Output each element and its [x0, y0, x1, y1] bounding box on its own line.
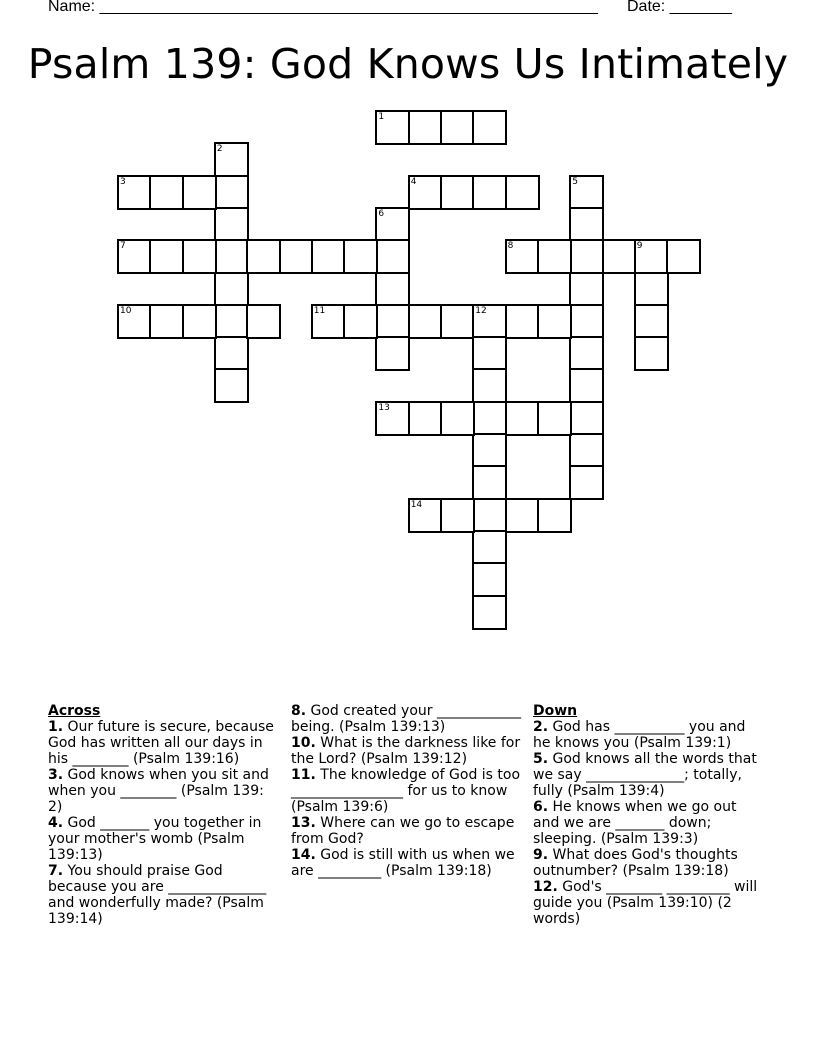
crossword-cell[interactable]	[117, 304, 152, 339]
clue-number: 13	[378, 402, 390, 413]
across-clue	[48, 719, 278, 767]
crossword-cell[interactable]	[214, 304, 249, 339]
down-clue	[533, 719, 763, 751]
crossword-cell[interactable]	[505, 239, 540, 274]
crossword-cell[interactable]	[182, 239, 217, 274]
clue-text: God's ________ _________ will guide you (Psalm 139:10) (2 words)	[533, 879, 758, 927]
crossword-cell[interactable]	[569, 368, 604, 403]
clue-number-label: 7.	[48, 863, 64, 879]
clue-text: The knowledge of God is too ________________ for us to know (Psalm 139:6)	[291, 767, 521, 815]
crossword-cell[interactable]	[246, 239, 281, 274]
crossword-cell[interactable]	[375, 239, 410, 274]
crossword-cell[interactable]	[375, 401, 410, 436]
crossword-cell[interactable]	[537, 304, 572, 339]
crossword-cell[interactable]	[569, 272, 604, 307]
crossword-cell[interactable]	[117, 175, 152, 210]
crossword-cell[interactable]	[408, 401, 443, 436]
crossword-cell[interactable]	[440, 498, 475, 533]
across-clues-column-1	[48, 703, 278, 927]
crossword-cell[interactable]	[182, 304, 217, 339]
crossword-cell[interactable]	[149, 304, 184, 339]
down-clue	[533, 879, 763, 927]
crossword-cell[interactable]	[117, 239, 152, 274]
crossword-cell[interactable]	[569, 207, 604, 242]
clue-number-label: 3.	[48, 767, 64, 783]
down-clue	[533, 847, 763, 879]
down-clues-column	[533, 703, 763, 927]
crossword-cell[interactable]	[602, 239, 637, 274]
crossword-cell[interactable]	[440, 110, 475, 145]
clue-number: 3	[120, 176, 126, 187]
crossword-cell[interactable]	[214, 142, 249, 177]
crossword-cell[interactable]	[214, 336, 249, 371]
clue-number: 14	[410, 499, 423, 510]
clue-number-label: 10.	[291, 735, 316, 751]
date-field-label: Date: _______	[627, 0, 732, 15]
crossword-cell[interactable]	[472, 530, 507, 565]
clue-number: 5	[572, 176, 578, 187]
clue-text: God knows when you sit and when you ________ (Psalm 139: 2)	[48, 767, 269, 815]
clue-number-label: 11.	[291, 767, 316, 783]
crossword-cell[interactable]	[375, 304, 410, 339]
clue-number: 8	[507, 241, 514, 252]
across-clue	[48, 815, 278, 863]
crossword-cell[interactable]	[214, 207, 249, 242]
clue-number: 12	[475, 305, 487, 316]
across-clue	[291, 767, 521, 815]
crossword-cell[interactable]	[472, 304, 507, 339]
clue-text: God knows all the words that we say ______________; totally, fully (Psalm 139:4)	[533, 751, 757, 799]
crossword-cell[interactable]	[634, 239, 669, 274]
crossword-cell[interactable]	[472, 433, 507, 468]
crossword-cell[interactable]	[505, 498, 540, 533]
clue-number: 1	[378, 112, 385, 122]
crossword-cell[interactable]	[537, 239, 572, 274]
across-clue	[48, 767, 278, 815]
clue-number: 2	[216, 144, 223, 155]
clue-text: He knows when we go out and we are _______ down; sleeping. (Psalm 139:3)	[533, 799, 737, 847]
crossword-cell[interactable]	[537, 401, 572, 436]
crossword-cell[interactable]	[634, 272, 669, 307]
clue-number: 6	[378, 208, 385, 219]
crossword-cell[interactable]	[666, 239, 701, 274]
clue-text: What does God's thoughts outnumber? (Psalm 139:18)	[533, 847, 738, 879]
across-clues-column-2	[291, 703, 521, 879]
clue-text: God created your ____________ being. (Psalm 139:13)	[291, 703, 521, 735]
crossword-cell[interactable]	[343, 304, 378, 339]
crossword-cell[interactable]	[472, 336, 507, 371]
clue-number: 11	[313, 305, 326, 316]
across-clue	[291, 735, 521, 767]
crossword-cell[interactable]	[472, 401, 507, 436]
crossword-cell[interactable]	[375, 207, 410, 242]
crossword-cell[interactable]	[408, 175, 443, 210]
crossword-cell[interactable]	[214, 368, 249, 403]
crossword-cell[interactable]	[343, 239, 378, 274]
clue-number-label: 13.	[291, 815, 316, 831]
crossword-cell[interactable]	[214, 175, 249, 210]
clue-number-label: 1.	[48, 719, 64, 735]
down-heading: Down	[533, 703, 578, 719]
clue-number-label: 2.	[533, 719, 549, 735]
crossword-cell[interactable]	[505, 304, 540, 339]
crossword-cell[interactable]	[537, 498, 572, 533]
crossword-cell[interactable]	[505, 175, 540, 210]
crossword-cell[interactable]	[569, 336, 604, 371]
crossword-cell[interactable]	[440, 401, 475, 436]
crossword-cell[interactable]	[472, 595, 507, 630]
clue-text: God has __________ you and he knows you (Psalm 139:1)	[533, 719, 746, 751]
clue-number-label: 8.	[291, 703, 307, 719]
crossword-cell[interactable]	[246, 304, 281, 339]
name-field-label: Name: ________________________________________________________	[48, 0, 598, 15]
across-clue	[48, 863, 278, 927]
crossword-cell[interactable]	[634, 304, 669, 339]
clue-text: Where can we go to escape from God?	[291, 815, 515, 847]
crossword-cell[interactable]	[375, 336, 410, 371]
crossword-cell[interactable]	[472, 110, 507, 145]
crossword-cell[interactable]	[505, 401, 540, 436]
crossword-cell[interactable]	[569, 304, 604, 339]
clue-text: What is the darkness like for the Lord? (Psalm 139:12)	[291, 735, 521, 767]
crossword-cell[interactable]	[472, 562, 507, 597]
crossword-cell[interactable]	[472, 175, 507, 210]
clue-text: God _______ you together in your mother's womb (Psalm 139:13)	[48, 815, 262, 863]
crossword-cell[interactable]	[214, 272, 249, 307]
crossword-cell[interactable]	[311, 239, 346, 274]
crossword-cell[interactable]	[375, 110, 410, 145]
clue-number-label: 12.	[533, 879, 558, 895]
across-heading: Across	[48, 703, 101, 719]
crossword-cell[interactable]	[214, 239, 249, 274]
crossword-cell[interactable]	[182, 175, 217, 210]
crossword-cell[interactable]	[279, 239, 314, 274]
crossword-cell[interactable]	[472, 368, 507, 403]
clue-number-label: 5.	[533, 751, 549, 767]
crossword-cell[interactable]	[440, 175, 475, 210]
clue-number: 10	[120, 305, 132, 316]
crossword-cell[interactable]	[569, 401, 604, 436]
clue-number: 9	[636, 241, 643, 252]
clue-text: Our future is secure, because God has written all our days in his ________ (Psalm 139:16)	[48, 719, 274, 767]
across-clue	[291, 703, 521, 735]
clue-number-label: 6.	[533, 799, 549, 815]
crossword-cell[interactable]	[569, 175, 604, 210]
crossword-cell[interactable]	[472, 498, 507, 533]
across-clue	[291, 847, 521, 879]
crossword-cell[interactable]	[149, 239, 184, 274]
crossword-cell[interactable]	[569, 433, 604, 468]
clue-text: You should praise God because you are ______________ and wonderfully made? (Psalm 139:14)	[48, 863, 267, 927]
crossword-cell[interactable]	[408, 110, 443, 145]
crossword-cell[interactable]	[375, 272, 410, 307]
crossword-cell[interactable]	[634, 336, 669, 371]
crossword-cell[interactable]	[408, 304, 443, 339]
clue-number-label: 4.	[48, 815, 64, 831]
down-clue	[533, 751, 763, 799]
clue-number-label: 14.	[291, 847, 316, 863]
crossword-cell[interactable]	[569, 465, 604, 500]
crossword-cell[interactable]	[149, 175, 184, 210]
clue-number: 7	[120, 241, 126, 252]
crossword-cell[interactable]	[311, 304, 346, 339]
crossword-cell[interactable]	[569, 239, 604, 274]
crossword-cell[interactable]	[440, 304, 475, 339]
clue-text: God is still with us when we are _________ (Psalm 139:18)	[291, 847, 515, 879]
across-clue	[291, 815, 521, 847]
crossword-cell[interactable]	[408, 498, 443, 533]
page-title: Psalm 139: God Knows Us Intimately	[27, 40, 789, 88]
clue-number-label: 9.	[533, 847, 549, 863]
down-clue	[533, 799, 763, 847]
crossword-cell[interactable]	[472, 465, 507, 500]
clue-number: 4	[410, 176, 417, 187]
